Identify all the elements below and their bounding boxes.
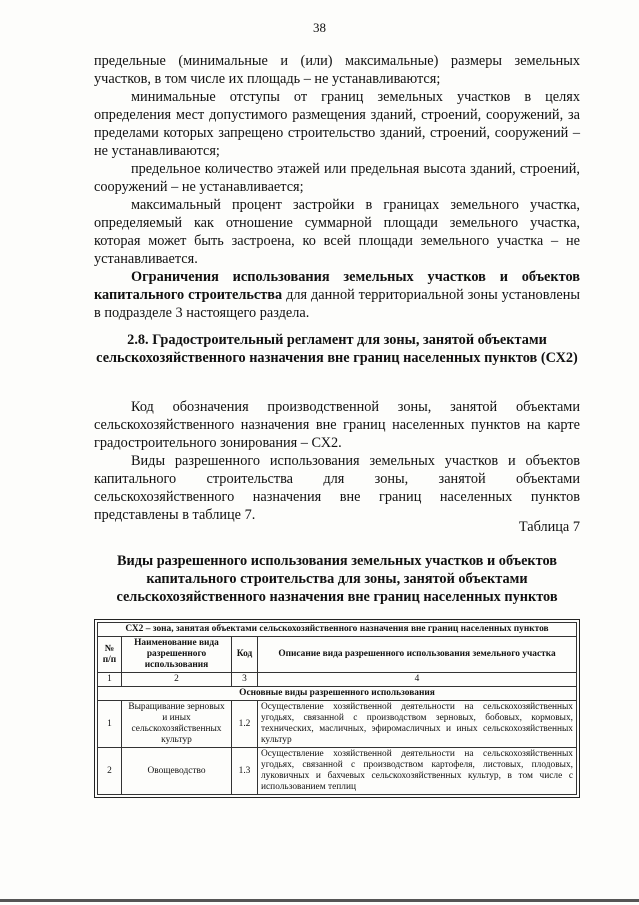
restrictions-bold: Ограничения использования земельных участков и объектов капитального строительства: [94, 269, 580, 303]
table-row: [98, 748, 577, 795]
row-code: 1.2: [232, 701, 258, 748]
column-number: 2: [122, 673, 232, 687]
body-block: [94, 398, 580, 524]
table-caption: Таблица 7: [518, 519, 580, 535]
body-paragraph: Виды разрешенного использования земельных участков и объектов капитального строительства для зоны, занятой объектами сельскохозяйственного назначения вне границ населенных пунктов представлены в таблице 7.: [94, 453, 580, 523]
header-code: Код: [232, 637, 258, 673]
scan-edge-line: [0, 899, 639, 902]
row-number: 2: [98, 748, 122, 795]
row-name: Выращивание зерновых и иных сельскохозяйственных культур: [122, 701, 232, 748]
intro-paragraph: максимальный процент застройки в границах земельного участка, определяемый как отношение суммарной площади земельного участка, которая может быть застроена, ко всей площади земельного участка – не устанавливается.: [94, 197, 580, 267]
section-heading: 2.8. Градостроительный регламент для зоны, занятой объектами сельскохозяйственного назначения вне границ населенных пунктов (СХ2): [96, 332, 578, 366]
row-number: 1: [98, 701, 122, 748]
intro-block: [94, 52, 580, 322]
row-description: Осуществление хозяйственной деятельности на сельскохозяйственных угодьях, связанной с производством зерновых, бобовых, кормовых, технических, масличных, эфиромасличных и иных сельскохозяйственных культур: [258, 701, 577, 748]
column-number: 4: [258, 673, 577, 687]
header-description: Описание вида разрешенного использования земельного участка: [258, 637, 577, 673]
row-description: Осуществление хозяйственной деятельности на сельскохозяйственных угодьях, связанной с производством картофеля, листовых, плодовых, луковичных и бахчевых сельскохозяйственных культур, в том числе с использованием теплиц: [258, 748, 577, 795]
body-paragraph: Код обозначения производственной зоны, занятой объектами сельскохозяйственного назначения вне границ населенных пунктов на карте градостроительного зонирования – СХ2.: [94, 399, 580, 451]
table-title: Виды разрешенного использования земельных участков и объектов капитального строительства для зоны, занятой объектами сельскохозяйственного назначения вне границ населенных пунктов: [116, 553, 558, 605]
row-code: 1.3: [232, 748, 258, 795]
header-name: Наименование вида разрешенного использования: [122, 637, 232, 673]
intro-paragraph: предельные (минимальные и (или) максимальные) размеры земельных участков, в том числе их площадь – не устанавливаются;: [94, 53, 580, 87]
page-number: 38: [313, 20, 326, 35]
zone-header: СХ2 – зона, занятая объектами сельскохозяйственного назначения вне границ населенных пунктов: [98, 623, 577, 637]
column-number: 3: [232, 673, 258, 687]
header-number: № п/п: [98, 637, 122, 673]
restrictions-rest: для данной территориальной зоны установлены в подразделе 3 настоящего раздела.: [94, 287, 580, 321]
table-row: [98, 701, 577, 748]
restrictions-paragraph: [94, 268, 580, 322]
column-number: 1: [98, 673, 122, 687]
intro-paragraph: предельное количество этажей или предельная высота зданий, строений, сооружений – не устанавливается;: [94, 161, 580, 195]
permitted-use-table: [94, 619, 580, 798]
group-header: Основные виды разрешенного использования: [98, 687, 577, 701]
intro-paragraph: минимальные отступы от границ земельных участков в целях определения мест допустимого размещения зданий, строений, сооружений, за пределами которых запрещено строительство зданий, строений, сооружений – не устанавливаются;: [94, 89, 580, 159]
row-name: Овощеводство: [122, 748, 232, 795]
